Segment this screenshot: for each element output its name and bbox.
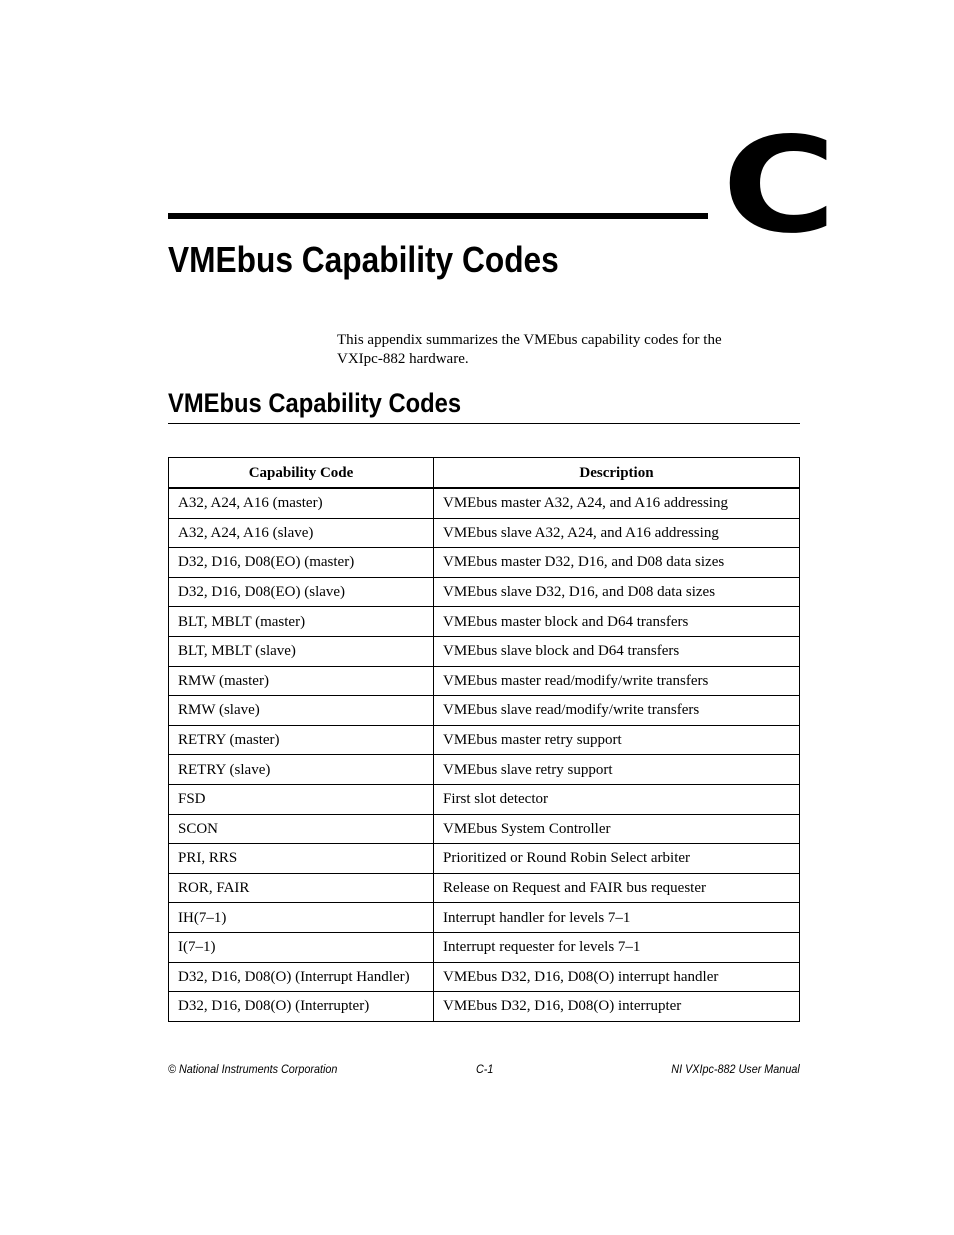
capability-code-cell: I(7–1) (169, 932, 434, 962)
footer-page-number: C-1 (476, 1062, 494, 1076)
capability-code-cell: D32, D16, D08(O) (Interrupt Handler) (169, 962, 434, 992)
capability-code-cell: SCON (169, 814, 434, 844)
description-cell: VMEbus slave retry support (434, 755, 800, 785)
description-cell: VMEbus D32, D16, D08(O) interrupter (434, 992, 800, 1022)
capability-codes-table (168, 457, 800, 1022)
capability-code-cell: A32, A24, A16 (slave) (169, 518, 434, 548)
description-cell: VMEbus slave block and D64 transfers (434, 636, 800, 666)
description-cell: Release on Request and FAIR bus requester (434, 873, 800, 903)
capability-code-cell: ROR, FAIR (169, 873, 434, 903)
table-row (169, 518, 800, 548)
description-cell: VMEbus System Controller (434, 814, 800, 844)
table-row (169, 696, 800, 726)
capability-code-cell: IH(7–1) (169, 903, 434, 933)
capability-code-cell: D32, D16, D08(EO) (slave) (169, 577, 434, 607)
header-description: Description (434, 458, 800, 489)
table-row (169, 636, 800, 666)
capability-code-cell: FSD (169, 784, 434, 814)
description-cell: VMEbus master read/modify/write transfers (434, 666, 800, 696)
capability-code-cell: RMW (slave) (169, 696, 434, 726)
capability-code-cell: RETRY (master) (169, 725, 434, 755)
table-row (169, 903, 800, 933)
chapter-letter: C (722, 109, 832, 263)
description-cell: VMEbus slave A32, A24, and A16 addressing (434, 518, 800, 548)
description-cell: VMEbus master A32, A24, and A16 addressing (434, 488, 800, 518)
table-row (169, 932, 800, 962)
table-row (169, 607, 800, 637)
capability-code-cell: BLT, MBLT (master) (169, 607, 434, 637)
chapter-title: VMEbus Capability Codes (168, 239, 559, 280)
table-row (169, 962, 800, 992)
capability-code-cell: BLT, MBLT (slave) (169, 636, 434, 666)
table-row (169, 725, 800, 755)
description-cell: Interrupt handler for levels 7–1 (434, 903, 800, 933)
table-row (169, 548, 800, 578)
description-cell: VMEbus master block and D64 transfers (434, 607, 800, 637)
description-cell: First slot detector (434, 784, 800, 814)
capability-code-cell: D32, D16, D08(O) (Interrupter) (169, 992, 434, 1022)
table-row (169, 577, 800, 607)
capability-code-cell: D32, D16, D08(EO) (master) (169, 548, 434, 578)
table-header-row (169, 458, 800, 489)
table-row (169, 666, 800, 696)
description-cell: Interrupt requester for levels 7–1 (434, 932, 800, 962)
header-capability-code: Capability Code (169, 458, 434, 489)
section-title: VMEbus Capability Codes (168, 388, 462, 418)
footer-manual-title: NI VXIpc-882 User Manual (671, 1062, 800, 1076)
footer-copyright: © National Instruments Corporation (168, 1062, 338, 1076)
capability-code-cell: A32, A24, A16 (master) (169, 488, 434, 518)
description-cell: VMEbus slave D32, D16, and D08 data sizes (434, 577, 800, 607)
description-cell: VMEbus master retry support (434, 725, 800, 755)
capability-code-cell: PRI, RRS (169, 844, 434, 874)
table-row (169, 873, 800, 903)
table-row (169, 814, 800, 844)
capability-code-cell: RETRY (slave) (169, 755, 434, 785)
capability-code-cell: RMW (master) (169, 666, 434, 696)
table-row (169, 488, 800, 518)
table-row (169, 992, 800, 1022)
description-cell: Prioritized or Round Robin Select arbiter (434, 844, 800, 874)
chapter-rule (168, 213, 708, 219)
section-rule (168, 423, 800, 424)
table-row (169, 844, 800, 874)
table-row (169, 755, 800, 785)
description-cell: VMEbus slave read/modify/write transfers (434, 696, 800, 726)
intro-paragraph: This appendix summarizes the VMEbus capability codes for the VXIpc-882 hardware. (337, 332, 722, 367)
description-cell: VMEbus D32, D16, D08(O) interrupt handler (434, 962, 800, 992)
table-row (169, 784, 800, 814)
description-cell: VMEbus master D32, D16, and D08 data sizes (434, 548, 800, 578)
